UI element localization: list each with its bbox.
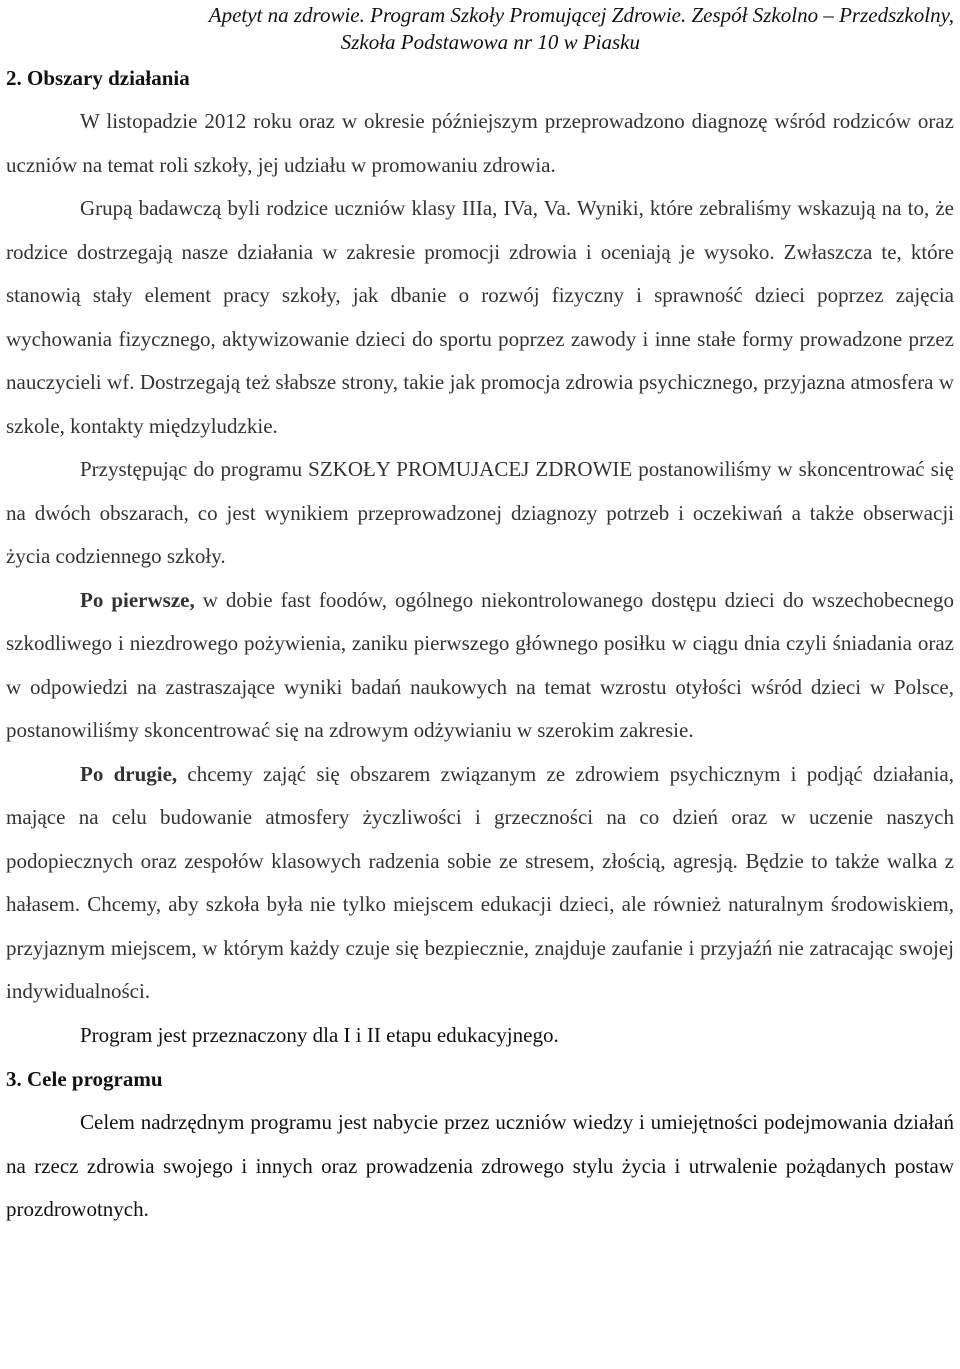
paragraph-grupa-badawcza: Grupą badawczą byli rodzice uczniów klasy IIIa, IVa, Va. Wyniki, które zebraliśmy wskazują na to, że rodzice dostrzegają nasze działania w zakresie promocji zdrowia i oceniają je wysoko. Zwłaszcza te, które stanowią stały element pracy szkoły, jak dbanie o rozwój fizyczny i sprawność dzieci poprzez zajęcia wychowania fizycznego, aktywizowanie dzieci do sportu poprzez zawody i inne stałe formy prowadzone przez nauczycieli wf. Dostrzegają też słabsze strony, takie jak promocja zdrowia psychicznego, przyjazna atmosfera w szkole, kontakty międzyludzkie. — [6, 196, 954, 438]
paragraph-body-po-pierwsze: w dobie fast foodów, ogólnego niekontrolowanego dostępu dzieci do wszechobecnego szkodliwego i niezdrowego pożywienia, zaniku pierwszego głównego posiłku w ciągu dnia czyli śniadania oraz w odpowiedzi na zastraszające wyniki badań naukowych na temat wzrostu otyłości wśród dzieci w Polsce, postanowiliśmy skoncentrować się na zdrowym odżywianiu w szerokim zakresie. — [6, 587, 954, 742]
running-header — [6, 0, 954, 56]
section-heading-obszary: 2. Obszary działania — [6, 66, 190, 90]
paragraph-body-po-drugie: chcemy zająć się obszarem związanym ze zdrowiem psychicznym i podjąć działania, mające na celu budowanie atmosfery życzliwości i grzeczności na co dzień oraz w uczenie naszych podopiecznych oraz zespołów klasowych radzenia sobie ze stresem, złością, agresją. Będzie to także walka z hałasem. Chcemy, aby szkoła była nie tylko miejscem edukacji dzieci, ale również naturalnym środowiskiem, przyjaznym miejscem, w którym każdy czuje się bezpiecznie, znajduje zaufanie i przyjaźń nie zatracając swojej indywidualności. — [6, 761, 954, 1003]
paragraph-po-pierwsze — [6, 579, 954, 753]
paragraph-diagnoza: W listopadzie 2012 roku oraz w okresie późniejszym przeprowadzono diagnozę wśród rodziców oraz uczniów na temat roli szkoły, jej udziału w promowaniu zdrowia. — [6, 109, 954, 177]
paragraph-przystepujac: Przystępując do programu SZKOŁY PROMUJACEJ ZDROWIE postanowiliśmy w skoncentrować się na dwóch obszarach, co jest wynikiem przeprowadzonej dziagnozy potrzeb i oczekiwań a także obserwacji życia codziennego szkoły. — [6, 457, 954, 568]
paragraph-lead-po-pierwsze: Po pierwsze, — [80, 587, 195, 612]
paragraph-po-drugie — [6, 753, 954, 1014]
section-heading-cele: 3. Cele programu — [6, 1067, 163, 1091]
running-header-line-2: Szkoła Podstawowa nr 10 w Piasku — [340, 30, 640, 54]
paragraph-lead-po-drugie: Po drugie, — [80, 761, 178, 786]
paragraph-etap-edukacyjny: Program jest przeznaczony dla I i II etapu edukacyjnego. — [80, 1022, 559, 1047]
running-header-line-1: Apetyt na zdrowie. Program Szkoły Promującej Zdrowie. Zespół Szkolno – Przedszkolny, — [208, 3, 954, 27]
paragraph-cel-nadrzedny: Celem nadrzędnym programu jest nabycie przez uczniów wiedzy i umiejętności podejmowania działań na rzecz zdrowia swojego i innych oraz prowadzenia zdrowego stylu życia i utrwalenie pożądanych postaw prozdrowotnych. — [6, 1110, 954, 1221]
